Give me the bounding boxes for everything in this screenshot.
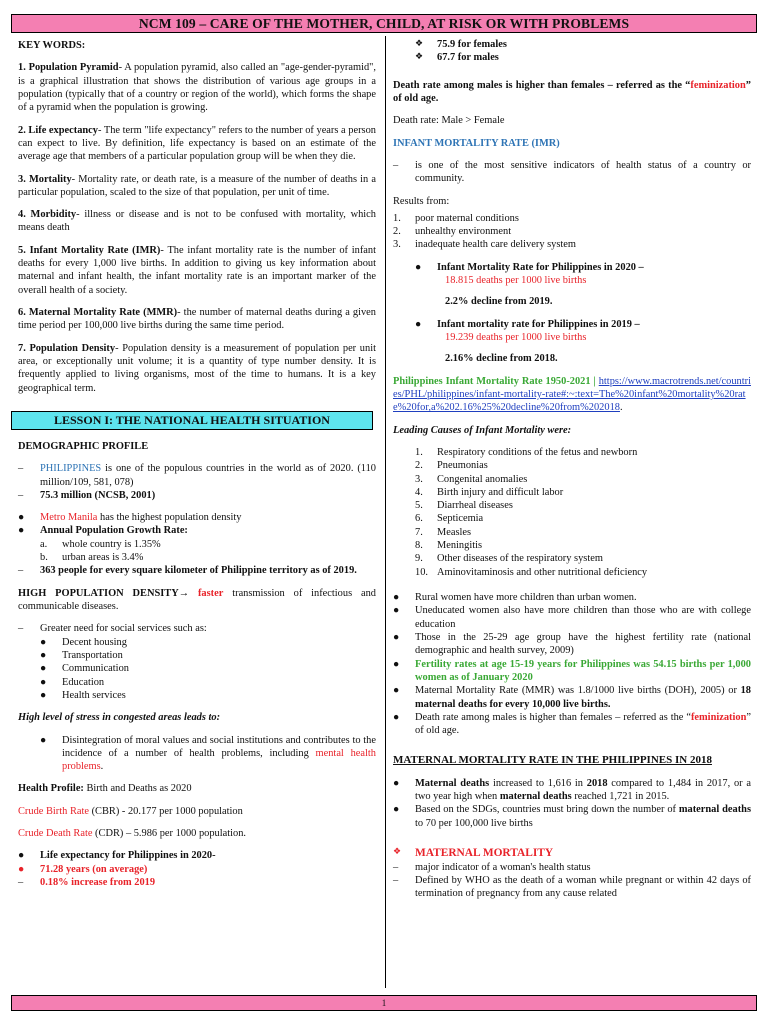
sdg-item: ● Based on the SDGs, countries must bring down the number of maternal deaths to 70 per 100,000 live births <box>393 804 751 829</box>
imr-2020-decline: 2.2% decline from 2019. <box>445 296 553 308</box>
growth-rate-item: ● Annual Population Growth Rate: <box>18 525 188 537</box>
left-column <box>18 39 376 889</box>
column-divider <box>385 36 386 988</box>
document-title: NCM 109 – CARE OF THE MOTHER, CHILD, AT RISK OR WITH PROBLEMS <box>11 14 757 33</box>
imr-2019: ● Infant mortality rate for Philippines in 2019 – 19.239 deaths per 1000 live births <box>415 318 640 343</box>
imr-source: Philippines Infant Mortality Rate 1950-2021 | https://www.macrotrends.net/countries/PHL/philippines/infant-mortality-rate#:~:text=The%20infant%20mortality%20rate%20for,a%202.16%25%20decline%20from%202018. <box>393 375 751 414</box>
mmr-ph-heading: MATERNAL MORTALITY RATE IN THE PHILIPPINES IN 2018 <box>393 754 712 767</box>
life-expectancy-increase: – 0.18% increase from 2019 <box>18 877 156 888</box>
cause-item: 6. Septicemia <box>415 513 484 525</box>
keyword-7: 7. Population Density- Population density is a measurement of population per unit area, or exceptionally unit volume; it is a quantity of type number density. It is frequently applied to living organisms, most of the time to humans. It is a key geographical term. <box>18 342 376 394</box>
results-from: Results from: <box>393 195 450 207</box>
sqkm-item: – 363 people for every square kilometer of Philippine territory as of 2019. <box>18 565 357 577</box>
cause-item: 5. Diarrheal diseases <box>415 500 513 512</box>
uneducated-item: ● Uneducated women also have more children than those who are with college education <box>393 605 751 630</box>
keyword-4: 4. Morbidity- illness or disease and is not to be confused with mortality, which means death <box>18 209 376 234</box>
crude-birth-rate: Crude Birth Rate (CBR) - 20.177 per 1000 population <box>18 805 243 817</box>
growth-rate-b: b. urban areas is 3.4% <box>40 552 144 564</box>
imr-description: – is one of the most sensitive indicators of health status of a country or community. <box>393 159 751 185</box>
maternal-deaths-item: ● Maternal deaths increased to 1,616 in 2018 compared to 1,484 in 2017, or a two year high when maternal deaths reached 1,721 in 2015. <box>393 777 752 803</box>
cause-item: 7. Measles <box>415 526 472 538</box>
cause-item: 1. Respiratory conditions of the fetus and newborn <box>415 446 638 458</box>
causes-heading: Leading Causes of Infant Mortality were: <box>393 424 572 436</box>
stress-heading: High level of stress in congested areas leads to: <box>18 712 221 724</box>
source-link[interactable]: https://www.macrotrends.net/countries/PHL/philippines/infant-mortality-rate#:~:text=The%20infant%20mortality%20rate%20for,a%202.16%25%20decline%20from%202018 <box>393 375 751 414</box>
results-item: 3. inadequate health care delivery system <box>393 239 576 251</box>
results-item: 1. poor maternal conditions <box>393 212 519 224</box>
le-females: ❖ 75.9 for females <box>415 38 507 50</box>
cause-item: 2. Pneumonias <box>415 460 488 472</box>
cause-item: 8. Meningitis <box>415 540 483 552</box>
mmr-item: ● Maternal Mortality Rate (MMR) was 1.8/1000 live births (DOH), 2005) or 18 maternal deaths for every 10,000 live births. <box>393 685 751 710</box>
right-column <box>393 38 751 901</box>
metro-manila-item: ● Metro Manila has the highest population density <box>18 512 242 524</box>
keyword-2: 2. Life expectancy- The term "life expectancy" refers to the number of years a person can expect to live. By definition, life expectancy is based on an estimate of the average age that members of a particular population group will be when they die. <box>18 124 376 163</box>
stress-item: ● Disintegration of moral values and social institutions and contributes to the incidence of a number of health problems, including mental health problems. <box>40 734 376 773</box>
imr-2020: ● Infant Mortality Rate for Philippines in 2020 – 18.815 deaths per 1000 live births <box>415 261 644 287</box>
maternal-mortality-heading: ❖ MATERNAL MORTALITY <box>393 846 554 859</box>
cause-item: 10. Aminovitaminosis and other nutritional deficiency <box>415 566 648 578</box>
life-expectancy-heading: ● Life expectancy for Philippines in 2020- <box>18 850 216 862</box>
crude-death-rate: Crude Death Rate (CDR) – 5.986 per 1000 population. <box>18 828 246 840</box>
keyword-1: 1. Population Pyramid- A population pyramid, also called an "age-gender-pyramid", is a graphical illustration that shows the distribution of various age groups in a population (typically that of a country or region of the world), which forms the shape of a pyramid when the population is growing. <box>18 62 376 114</box>
mm-item: – major indicator of a woman's health status <box>393 861 591 873</box>
cause-item: 9. Other diseases of the respiratory system <box>415 553 603 565</box>
social-item: ● Health services <box>40 689 126 701</box>
social-item: ● Education <box>40 676 105 688</box>
page-number: 1 <box>11 995 757 1011</box>
population-item: – 75.3 million (NCSB, 2001) <box>18 489 156 501</box>
demographic-heading: DEMOGRAPHIC PROFILE <box>18 440 149 452</box>
imr-2019-decline: 2.16% decline from 2018. <box>445 353 558 365</box>
lesson-title: LESSON I: THE NATIONAL HEALTH SITUATION <box>11 411 373 430</box>
mm-item: – Defined by WHO as the death of a woman while pregnant or within 42 days of termination of pregnancy from any cause related <box>393 874 751 900</box>
life-expectancy-average: ● 71.28 years (on average) <box>18 863 148 875</box>
death-rate-item: ● Death rate among males is higher than females – referred as the “feminization” of old age. <box>393 711 751 737</box>
social-services-intro: – Greater need for social services such as: <box>18 623 207 635</box>
death-rate-statement: Death rate among males is higher than females – referred as the “feminization” of old age. <box>393 79 751 104</box>
fertility-item: ● Fertility rates at age 15-19 years for Philippines was 54.15 births per 1,000 women as of January 2020 <box>393 658 751 683</box>
growth-rate-a: a. whole country is 1.35% <box>40 538 161 550</box>
cause-item: 4. Birth injury and difficult labor <box>415 486 564 498</box>
keyword-6: 6. Maternal Mortality Rate (MMR)- the number of maternal deaths during a given time period per 100,000 live births during the same time period. <box>18 307 376 332</box>
imr-heading: INFANT MORTALITY RATE (IMR) <box>393 137 560 149</box>
death-rate-compare: Death rate: Male > Female <box>393 115 505 127</box>
agegroup-item: ● Those in the 25-29 age group have the highest fertility rate (national demographic and health survey, 2009) <box>393 631 751 657</box>
density-paragraph: HIGH POPULATION DENSITY→ faster transmission of infectious and communicable diseases. <box>18 587 376 612</box>
social-item: ● Communication <box>40 663 129 675</box>
philippines-item: – PHILIPPINES is one of the populous countries in the world as of 2020. (110 million/109, 581, 078) <box>18 463 376 488</box>
rural-item: ● Rural women have more children than urban women. <box>393 592 637 603</box>
social-item: ● Decent housing <box>40 636 127 648</box>
health-profile: Health Profile: Birth and Deaths as 2020 <box>18 783 192 795</box>
keyword-5: 5. Infant Mortality Rate (IMR)- The infant mortality rate is the number of infant deaths for every 1,000 live births. In addition to giving us key information about maternal and infant health, the infant mortality rate is an important marker of the overall health of a society. <box>18 244 376 296</box>
keywords-heading: KEY WORDS: <box>18 40 86 51</box>
keyword-3: 3. Mortality- Mortality rate, or death rate, is a measure of the number of deaths in a particular population, scaled to the size of that population, per unit of time. <box>18 173 376 198</box>
le-males: ❖ 67.7 for males <box>415 51 499 64</box>
social-item: ● Transportation <box>40 649 123 661</box>
results-item: 2. unhealthy environment <box>393 226 512 238</box>
cause-item: 3. Congenital anomalies <box>415 473 528 485</box>
